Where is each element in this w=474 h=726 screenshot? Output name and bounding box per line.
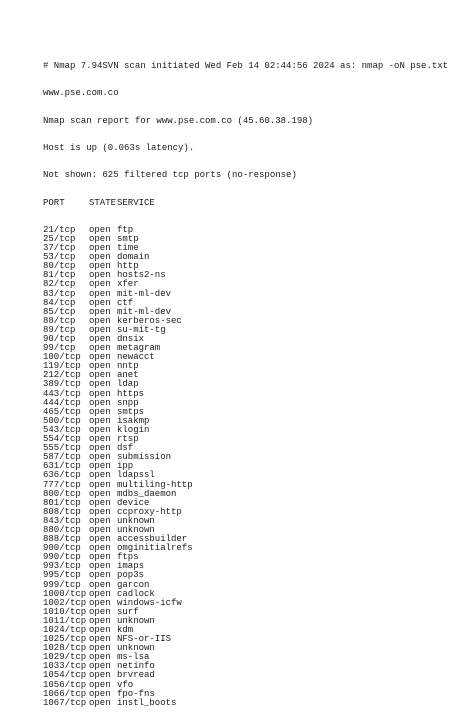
- port-number: 1011/tcp: [43, 615, 87, 626]
- port-state: open: [89, 697, 111, 708]
- port-number: 995/tcp: [43, 570, 81, 581]
- port-number: 85/tcp: [43, 306, 76, 317]
- port-state: open: [89, 452, 111, 463]
- port-service: ms-lsa: [117, 652, 150, 663]
- port-service: smtps: [117, 406, 145, 417]
- port-list: [43, 226, 463, 708]
- port-service: newacct: [117, 352, 155, 363]
- port-service: netinfo: [117, 661, 155, 672]
- port-service: ipp: [117, 461, 134, 472]
- port-service: ftps: [117, 552, 139, 563]
- port-number: 1000/tcp: [43, 588, 87, 599]
- port-state: open: [89, 297, 111, 308]
- port-service: metagram: [117, 343, 161, 354]
- port-number: 1056/tcp: [43, 679, 87, 690]
- port-state: open: [89, 270, 111, 281]
- port-state: open: [89, 561, 111, 572]
- port-number: 1028/tcp: [43, 643, 87, 654]
- port-row: [43, 635, 463, 644]
- port-number: 1067/tcp: [43, 697, 87, 708]
- port-service: instl_boots: [117, 697, 177, 708]
- port-state: open: [89, 479, 111, 490]
- port-number: 1010/tcp: [43, 606, 87, 617]
- port-number: 543/tcp: [43, 424, 81, 435]
- port-service: dnsix: [117, 334, 145, 344]
- port-service: dsf: [117, 443, 134, 454]
- port-service: kerberos-sec: [117, 315, 182, 326]
- port-column-header: PORT: [43, 197, 65, 208]
- port-service: ldapssl: [117, 470, 155, 481]
- port-row: [43, 653, 463, 662]
- port-state: open: [89, 634, 111, 645]
- port-service: vfo: [117, 679, 134, 690]
- port-service: garcon: [117, 579, 150, 590]
- port-service: smtp: [117, 233, 139, 244]
- port-state: open: [89, 352, 111, 363]
- port-service: imaps: [117, 561, 145, 572]
- port-number: 212/tcp: [43, 370, 81, 381]
- port-state: open: [89, 279, 111, 290]
- port-service: brvread: [117, 670, 155, 681]
- port-number: 880/tcp: [43, 524, 81, 535]
- port-state: open: [89, 570, 111, 581]
- port-state: open: [89, 288, 111, 299]
- port-number: 1066/tcp: [43, 688, 87, 699]
- port-number: 389/tcp: [43, 379, 81, 390]
- port-state: open: [89, 670, 111, 681]
- port-number: 888/tcp: [43, 534, 81, 545]
- port-state: open: [89, 579, 111, 590]
- port-service: windows-icfw: [117, 597, 182, 608]
- port-state: open: [89, 406, 111, 417]
- port-state: open: [89, 461, 111, 472]
- port-row: [43, 699, 463, 708]
- port-state: open: [89, 361, 111, 372]
- port-service: surf: [117, 606, 139, 617]
- port-state: open: [89, 524, 111, 535]
- port-service: mdbs_daemon: [117, 488, 177, 499]
- port-service: ccproxy-http: [117, 506, 182, 517]
- port-number: 808/tcp: [43, 506, 81, 517]
- port-state: open: [89, 470, 111, 481]
- port-number: 81/tcp: [43, 270, 76, 281]
- nmap-output: [43, 44, 463, 726]
- port-row: [43, 644, 463, 653]
- port-number: 80/tcp: [43, 261, 76, 272]
- port-number: 1029/tcp: [43, 652, 87, 663]
- port-state: open: [89, 652, 111, 663]
- port-service: mit-ml-dev: [117, 306, 172, 317]
- port-number: 1002/tcp: [43, 597, 87, 608]
- port-state: open: [89, 588, 111, 599]
- port-state: open: [89, 679, 111, 690]
- port-number: 84/tcp: [43, 297, 76, 308]
- port-service: su-mit-tg: [117, 324, 166, 335]
- port-number: 444/tcp: [43, 397, 81, 408]
- port-row: [43, 690, 463, 699]
- port-number: 1033/tcp: [43, 661, 87, 672]
- port-number: 83/tcp: [43, 288, 76, 299]
- port-state: open: [89, 424, 111, 435]
- port-service: klogin: [117, 424, 150, 435]
- port-service: NFS-or-IIS: [117, 634, 172, 645]
- port-row: [43, 662, 463, 671]
- port-number: 900/tcp: [43, 543, 81, 554]
- port-service: mit-ml-dev: [117, 288, 172, 299]
- port-state: open: [89, 243, 111, 254]
- state-column-header: STATE: [89, 197, 117, 208]
- port-service: device: [117, 497, 150, 508]
- port-service: anet: [117, 370, 139, 381]
- port-state: open: [89, 379, 111, 390]
- port-number: 82/tcp: [43, 279, 76, 290]
- port-row: [43, 681, 463, 690]
- port-number: 800/tcp: [43, 488, 81, 499]
- port-service: isakmp: [117, 415, 150, 426]
- port-state: open: [89, 224, 111, 235]
- port-row: [43, 671, 463, 680]
- port-number: 843/tcp: [43, 515, 81, 526]
- port-state: open: [89, 552, 111, 563]
- port-service: pop3s: [117, 570, 145, 581]
- port-number: 53/tcp: [43, 252, 76, 263]
- port-service: unknown: [117, 615, 155, 626]
- port-number: 465/tcp: [43, 406, 81, 417]
- port-state: open: [89, 397, 111, 408]
- port-number: 500/tcp: [43, 415, 81, 426]
- service-column-header: SERVICE: [117, 197, 155, 208]
- port-number: 37/tcp: [43, 243, 76, 254]
- port-service: kdm: [117, 625, 134, 635]
- host-status-line: Host is up (0.063s latency).: [43, 143, 195, 154]
- port-state: open: [89, 306, 111, 317]
- port-row: [43, 626, 463, 635]
- port-service: omginitialrefs: [117, 543, 193, 554]
- port-state: open: [89, 661, 111, 672]
- port-service: unknown: [117, 515, 155, 526]
- port-table-header: [43, 199, 463, 208]
- port-service: unknown: [117, 643, 155, 654]
- port-state: open: [89, 252, 111, 263]
- port-number: 554/tcp: [43, 434, 81, 445]
- not-shown-line: Not shown: 625 filtered tcp ports (no-response): [43, 170, 297, 181]
- port-service: https: [117, 388, 145, 399]
- port-service: rtsp: [117, 434, 139, 445]
- port-number: 443/tcp: [43, 388, 81, 399]
- port-state: open: [89, 343, 111, 354]
- port-state: open: [89, 261, 111, 272]
- port-number: 993/tcp: [43, 561, 81, 572]
- port-service: hosts2-ns: [117, 270, 166, 281]
- port-state: open: [89, 615, 111, 626]
- port-service: domain: [117, 252, 150, 263]
- port-number: 555/tcp: [43, 443, 81, 454]
- port-number: 777/tcp: [43, 479, 81, 490]
- port-service: http: [117, 261, 139, 272]
- port-number: 90/tcp: [43, 334, 76, 344]
- port-number: 89/tcp: [43, 324, 76, 335]
- port-state: open: [89, 506, 111, 517]
- port-number: 631/tcp: [43, 461, 81, 472]
- port-service: ftp: [117, 224, 134, 235]
- port-state: open: [89, 597, 111, 608]
- port-state: open: [89, 315, 111, 326]
- port-service: unknown: [117, 524, 155, 535]
- port-number: 25/tcp: [43, 233, 76, 244]
- port-number: 801/tcp: [43, 497, 81, 508]
- port-number: 119/tcp: [43, 361, 81, 372]
- port-state: open: [89, 324, 111, 335]
- port-number: 999/tcp: [43, 579, 81, 590]
- port-service: accessbuilder: [117, 534, 188, 545]
- port-state: open: [89, 515, 111, 526]
- port-number: 88/tcp: [43, 315, 76, 326]
- port-number: 636/tcp: [43, 470, 81, 481]
- port-state: open: [89, 497, 111, 508]
- port-number: 99/tcp: [43, 343, 76, 354]
- port-number: 990/tcp: [43, 552, 81, 563]
- port-service: submission: [117, 452, 172, 463]
- port-service: nntp: [117, 361, 139, 372]
- port-state: open: [89, 488, 111, 499]
- port-service: multiling-http: [117, 479, 193, 490]
- port-state: open: [89, 334, 111, 344]
- port-number: 21/tcp: [43, 224, 76, 235]
- port-number: 100/tcp: [43, 352, 81, 363]
- scan-initiated-line: # Nmap 7.94SVN scan initiated Wed Feb 14 02:44:56 2024 as: nmap -oN pse.txt: [43, 61, 449, 72]
- port-service: fpo-fns: [117, 688, 155, 699]
- port-state: open: [89, 370, 111, 381]
- port-state: open: [89, 625, 111, 635]
- port-state: open: [89, 233, 111, 244]
- port-service: snpp: [117, 397, 139, 408]
- port-number: 1025/tcp: [43, 634, 87, 645]
- port-state: open: [89, 434, 111, 445]
- port-state: open: [89, 543, 111, 554]
- port-service: xfer: [117, 279, 139, 290]
- port-number: 587/tcp: [43, 452, 81, 463]
- port-number: 1024/tcp: [43, 625, 87, 635]
- scan-report-line: Nmap scan report for www.pse.com.co (45.60.38.198): [43, 115, 314, 126]
- port-state: open: [89, 388, 111, 399]
- port-number: 1054/tcp: [43, 670, 87, 681]
- port-service: ldap: [117, 379, 139, 390]
- port-state: open: [89, 643, 111, 654]
- port-state: open: [89, 688, 111, 699]
- port-state: open: [89, 606, 111, 617]
- port-state: open: [89, 534, 111, 545]
- port-service: time: [117, 243, 139, 254]
- port-state: open: [89, 415, 111, 426]
- target-host-line: www.pse.com.co: [43, 88, 119, 99]
- port-service: ctf: [117, 297, 134, 308]
- port-service: cadlock: [117, 588, 155, 599]
- port-state: open: [89, 443, 111, 454]
